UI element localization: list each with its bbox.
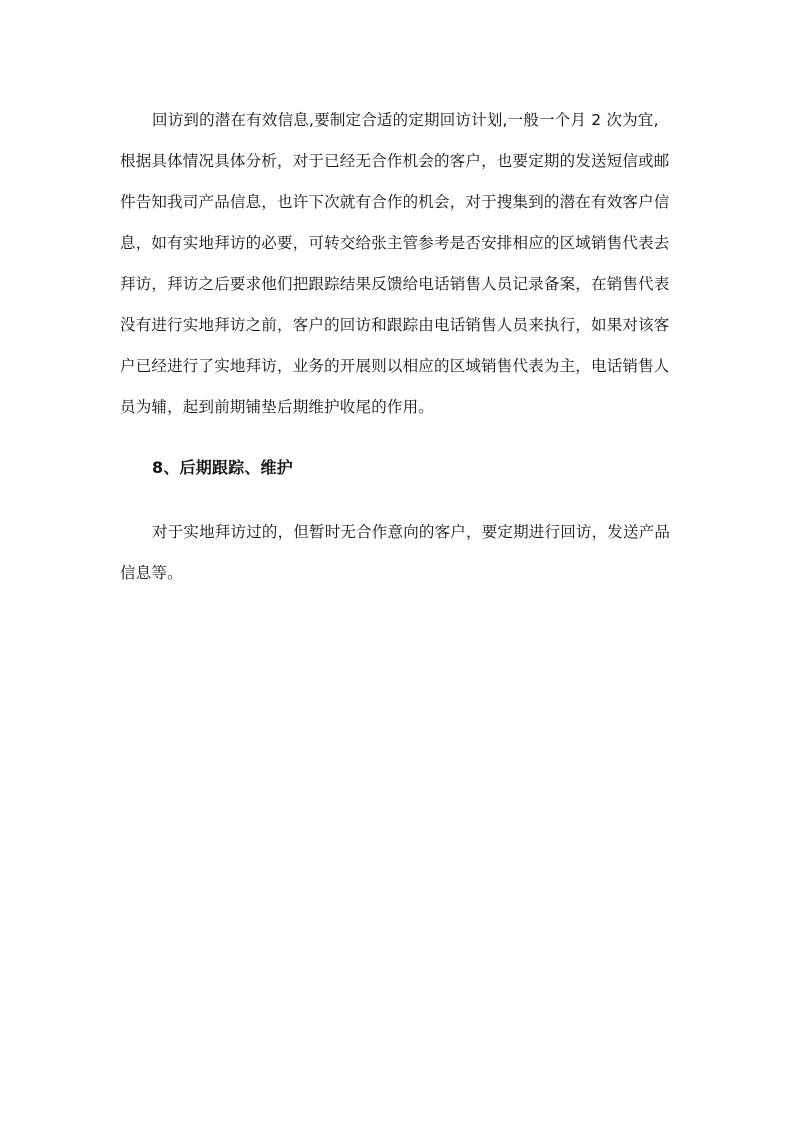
paragraph-1-line-6: 没有进行实地拜访之前，客户的回访和跟踪由电话销售人员来执行，如果对该客 xyxy=(120,316,670,334)
paragraph-1-line-1: 回访到的潜在有效信息,要制定合适的定期回访计划,一般一个月 2 次为宜, xyxy=(152,111,659,129)
paragraph-2-line-2: 信息等。 xyxy=(120,564,183,582)
paragraph-1-line-2: 根据具体情况具体分析，对于已经无合作机会的客户，也要定期的发送短信或邮 xyxy=(120,152,670,170)
paragraph-1-line-3: 件告知我司产品信息，也许下次就有合作的机会，对于搜集到的潜在有效客户信 xyxy=(120,193,670,211)
paragraph-2-line-1: 对于实地拜访过的，但暂时无合作意向的客户，要定期进行回访，发送产品 xyxy=(152,523,671,541)
paragraph-1-line-4: 息，如有实地拜访的必要，可转交给张主管参考是否安排相应的区域销售代表去 xyxy=(120,234,670,252)
paragraph-1-line-5: 拜访，拜访之后要求他们把跟踪结果反馈给电话销售人员记录备案，在销售代表 xyxy=(120,275,670,293)
paragraph-1-line-7: 户已经进行了实地拜访，业务的开展则以相应的区域销售代表为主，电话销售人 xyxy=(120,357,670,375)
section-heading: 8、后期跟踪、维护 xyxy=(152,458,293,477)
paragraph-1-line-8: 员为辅，起到前期铺垫后期维护收尾的作用。 xyxy=(120,398,435,416)
